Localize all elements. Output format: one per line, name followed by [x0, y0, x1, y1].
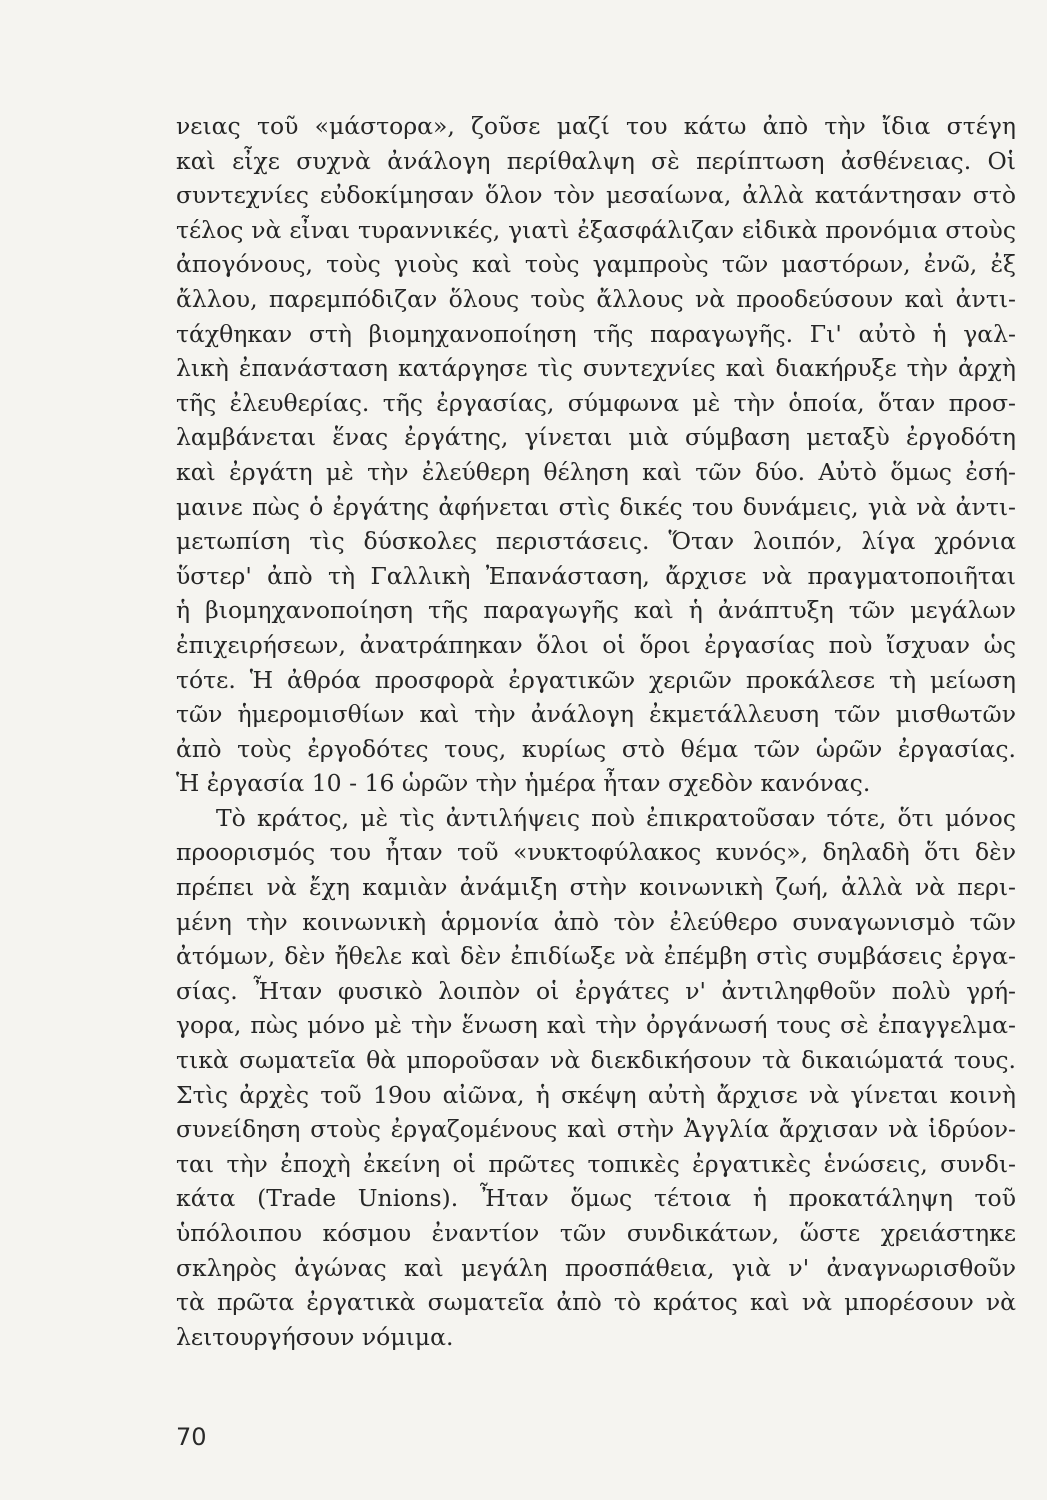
text-line: ἐπιχειρήσεων, ἀνατράπηκαν ὅλοι οἱ ὅροι ἐργασίας ποὺ ἴσχυαν ὡς	[176, 630, 1016, 659]
text-line: μαινε πὼς ὁ ἐργάτης ἀφήνεται στὶς δικές του δυνάμεις, γιὰ νὰ ἀντι-	[176, 492, 1016, 521]
text-line: τικὰ σωματεῖα θὰ μποροῦσαν νὰ διεκδικήσουν τὰ δικαιώματά τους.	[176, 1046, 1016, 1075]
text-line: τάχθηκαν στὴ βιομηχανοποίηση τῆς παραγωγῆς. Γι' αὐτὸ ἡ γαλ-	[176, 319, 1016, 348]
text-line: ἀπὸ τοὺς ἐργοδότες τους, κυρίως στὸ θέμα τῶν ὡρῶν ἐργασίας.	[176, 734, 1016, 763]
text-line: ὑπόλοιπου κόσμου ἐναντίον τῶν συνδικάτων, ὥστε χρειάστηκε	[176, 1219, 1016, 1247]
text-line: γορα, πὼς μόνο μὲ τὴν ἕνωση καὶ τὴν ὀργάνωσή τους σὲ ἐπαγγελμα-	[176, 1011, 1016, 1040]
text-line: τῶν ἡμερομισθίων καὶ τὴν ἀνάλογη ἐκμετάλλευση τῶν μισθωτῶν	[176, 700, 1016, 729]
body-text	[176, 109, 1016, 1354]
text-line: προορισμός του ἦταν τοῦ «νυκτοφύλακος κυνός», δηλαδὴ ὅτι δὲν	[176, 838, 1016, 867]
text-line: Ἡ ἐργασία 10 - 16 ὡρῶν τὴν ἡμέρα ἦταν σχεδὸν κανόνας.	[176, 769, 871, 798]
text-line: Στὶς ἀρχὲς τοῦ 19ου αἰῶνα, ἡ σκέψη αὐτὴ ἄρχισε νὰ γίνεται κοινὴ	[176, 1080, 1016, 1109]
page-number: 70	[176, 1423, 207, 1451]
text-line: νειας τοῦ «μάστορα», ζοῦσε μαζί του κάτω ἀπὸ τὴν ἴδια στέγη	[176, 112, 1016, 140]
text-line: συνείδηση στοὺς ἐργαζομένους καὶ στὴν Ἀγγλία ἄρχισαν νὰ ἱδρύον-	[176, 1115, 1016, 1144]
text-line: τῆς ἐλευθερίας. τῆς ἐργασίας, σύμφωνα μὲ τὴν ὁποία, ὅταν προσ-	[176, 388, 1016, 417]
text-line: συντεχνίες εὐδοκίμησαν ὅλον τὸν μεσαίωνα, ἀλλὰ κατάντησαν στὸ	[176, 181, 1016, 210]
text-line: μένη τὴν κοινωνικὴ ἁρμονία ἀπὸ τὸν ἐλεύθερο συναγωνισμὸ τῶν	[176, 907, 1016, 936]
text-line: ται τὴν ἐποχὴ ἐκείνη οἱ πρῶτες τοπικὲς ἐργατικὲς ἑνώσεις, συνδι-	[176, 1149, 1016, 1178]
text-line: καὶ ἐργάτη μὲ τὴν ἐλεύθερη θέληση καὶ τῶν δύο. Αὐτὸ ὅμως ἐσή-	[176, 457, 1016, 486]
text-line: ἡ βιομηχανοποίηση τῆς παραγωγῆς καὶ ἡ ἀνάπτυξη τῶν μεγάλων	[176, 596, 1016, 625]
text-line: ἀπογόνους, τοὺς γιοὺς καὶ τοὺς γαμπροὺς τῶν μαστόρων, ἐνῶ, ἐξ	[176, 250, 1016, 279]
text-line: πρέπει νὰ ἔχη καμιὰν ἀνάμιξη στὴν κοινωνικὴ ζωή, ἀλλὰ νὰ περι-	[176, 873, 1016, 902]
text-line: λικὴ ἐπανάσταση κατάργησε τὶς συντεχνίες καὶ διακήρυξε τὴν ἀρχὴ	[176, 354, 1016, 383]
text-line: σίας. Ἦταν φυσικὸ λοιπὸν οἱ ἐργάτες ν' ἀντιληφθοῦν πολὺ γρή-	[176, 976, 1016, 1005]
text-line: κάτα (Trade Unions). Ἦταν ὅμως τέτοια ἡ προκατάληψη τοῦ	[176, 1184, 1016, 1213]
text-line: τότε. Ἡ ἀθρόα προσφορὰ ἐργατικῶν χεριῶν προκάλεσε τὴ μείωση	[176, 665, 1016, 694]
text-line: ἀτόμων, δὲν ἤθελε καὶ δὲν ἐπιδίωξε νὰ ἐπέμβη στὶς συμβάσεις ἐργα-	[176, 942, 1016, 971]
text-line: μετωπίση τὶς δύσκολες περιστάσεις. Ὅταν λοιπόν, λίγα χρόνια	[176, 527, 1016, 556]
text-line: λειτουργήσουν νόμιμα.	[176, 1322, 454, 1351]
text-line: Τὸ κράτος, μὲ τὶς ἀντιλήψεις ποὺ ἐπικρατοῦσαν τότε, ὅτι μόνος	[216, 803, 1016, 832]
text-line: τέλος νὰ εἶναι τυραννικές, γιατὶ ἐξασφάλιζαν εἰδικὰ προνόμια στοὺς	[176, 215, 1016, 244]
text-line: τὰ πρῶτα ἐργατικὰ σωματεῖα ἀπὸ τὸ κράτος καὶ νὰ μπορέσουν νὰ	[176, 1288, 1016, 1317]
text-line: καὶ εἶχε συχνὰ ἀνάλογη περίθαλψη σὲ περίπτωση ἀσθένειας. Οἱ	[176, 146, 1016, 175]
text-line: ὕστερ' ἀπὸ τὴ Γαλλικὴ Ἐπανάσταση, ἄρχισε νὰ πραγματοποιῆται	[176, 561, 1016, 590]
text-line: ἄλλου, παρεμπόδιζαν ὅλους τοὺς ἄλλους νὰ προοδεύσουν καὶ ἀντι-	[176, 284, 1016, 313]
text-line: λαμβάνεται ἕνας ἐργάτης, γίνεται μιὰ σύμβαση μεταξὺ ἐργοδότη	[176, 423, 1016, 452]
text-line: σκληρὸς ἀγώνας καὶ μεγάλη προσπάθεια, γιὰ ν' ἀναγνωρισθοῦν	[176, 1253, 1016, 1282]
